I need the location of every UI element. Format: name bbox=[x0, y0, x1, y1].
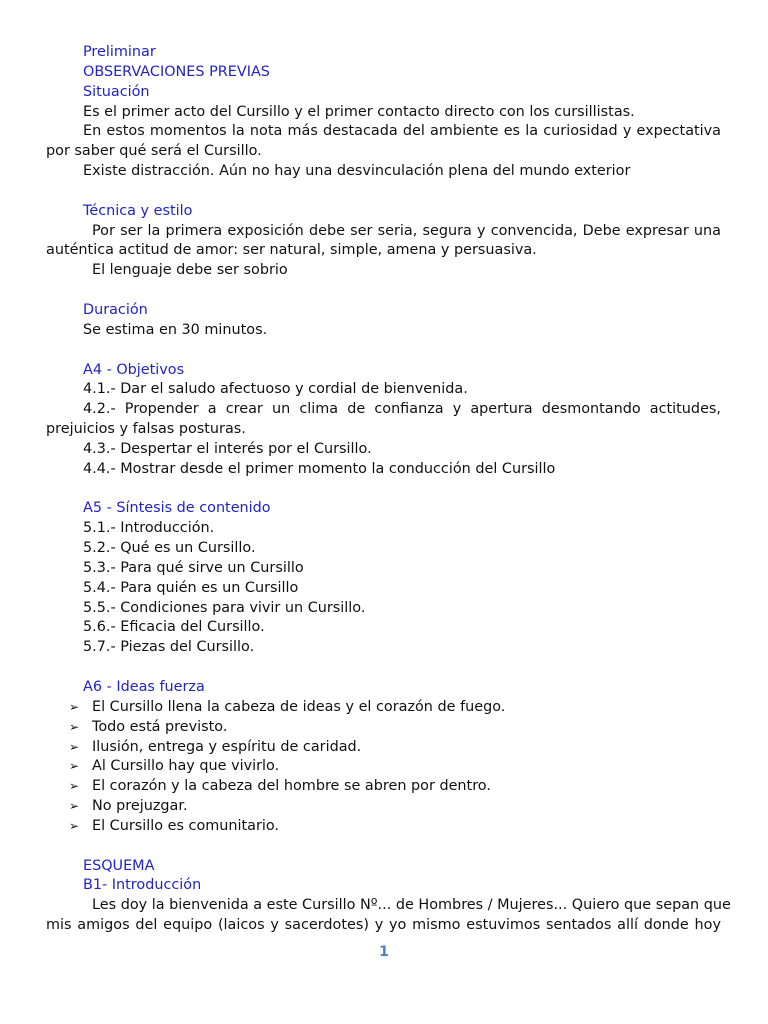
paragraph-line: Existe distracción. Aún no hay una desvinculación plena del mundo exterior bbox=[83, 163, 631, 180]
paragraph-line: El lenguaje debe ser sobrio bbox=[92, 262, 288, 279]
bullet-text: El corazón y la cabeza del hombre se abren por dentro. bbox=[92, 778, 491, 795]
bullet-item bbox=[46, 817, 721, 837]
heading-sintesis: A5 - Síntesis de contenido bbox=[83, 500, 271, 517]
objective-item: 4.1.- Dar el saludo afectuoso y cordial de bienvenida. bbox=[83, 381, 468, 398]
arrow-bullet-icon: ➢ bbox=[69, 739, 80, 754]
bullet-item bbox=[46, 718, 721, 738]
objective-item: 4.4.- Mostrar desde el primer momento la conducción del Cursillo bbox=[83, 460, 556, 477]
heading-situacion: Situación bbox=[83, 83, 150, 100]
paragraph-line: Es el primer acto del Cursillo y el primer contacto directo con los cursillistas. bbox=[83, 103, 635, 120]
arrow-bullet-icon: ➢ bbox=[69, 759, 80, 774]
paragraph-line: Se estima en 30 minutos. bbox=[83, 321, 268, 338]
list-item: 5.2.- Qué es un Cursillo. bbox=[83, 540, 256, 557]
arrow-bullet-icon: ➢ bbox=[69, 799, 80, 814]
heading-ideas-fuerza: A6 - Ideas fuerza bbox=[83, 679, 205, 695]
heading-preliminar: Preliminar bbox=[83, 44, 156, 60]
bullet-text: Ilusión, entrega y espíritu de caridad. bbox=[92, 738, 362, 755]
bullet-text: Al Cursillo hay que vivirlo. bbox=[92, 758, 280, 775]
document-body bbox=[46, 43, 731, 936]
list-item: 5.5.- Condiciones para vivir un Cursillo. bbox=[83, 599, 366, 616]
spacer bbox=[46, 658, 721, 678]
bullet-item bbox=[46, 698, 721, 718]
list-item: 5.3.- Para qué sirve un Cursillo bbox=[83, 559, 304, 576]
spacer bbox=[46, 182, 721, 202]
heading-duracion: Duración bbox=[83, 301, 148, 318]
paragraph-line: Por ser la primera exposición debe ser seria, segura y convencida, Debe expresar una bbox=[92, 222, 721, 239]
heading-esquema: ESQUEMA bbox=[83, 857, 155, 874]
list-item: 5.1.- Introducción. bbox=[83, 520, 215, 537]
paragraph-line: Les doy la bienvenida a este Cursillo Nº... de Hombres / Mujeres... Quiero que sepan que bbox=[92, 897, 731, 914]
spacer bbox=[46, 480, 721, 500]
bullet-item bbox=[46, 738, 721, 758]
page-number: 1 bbox=[379, 944, 389, 960]
arrow-bullet-icon: ➢ bbox=[69, 818, 80, 833]
paragraph-line: En estos momentos la nota más destacada del ambiente es la curiosidad y expectativa bbox=[83, 123, 721, 140]
spacer bbox=[46, 281, 721, 301]
arrow-bullet-icon: ➢ bbox=[69, 719, 80, 734]
objective-item-continued: prejuicios y falsas posturas. bbox=[46, 421, 246, 438]
paragraph-line: por saber qué será el Cursillo. bbox=[46, 143, 262, 160]
list-item: 5.7.- Piezas del Cursillo. bbox=[83, 639, 255, 656]
spacer bbox=[46, 341, 721, 361]
heading-objetivos: A4 - Objetivos bbox=[83, 361, 185, 378]
objective-item: 4.3.- Despertar el interés por el Cursillo. bbox=[83, 440, 372, 457]
heading-tecnica: Técnica y estilo bbox=[83, 202, 193, 219]
heading-introduccion: B1- Introducción bbox=[83, 877, 202, 894]
bullet-text: No prejuzgar. bbox=[92, 798, 188, 815]
objective-item: 4.2.- Propender a crear un clima de confianza y apertura desmontando actitudes, bbox=[83, 401, 721, 418]
bullet-text: Todo está previsto. bbox=[92, 718, 228, 735]
paragraph-line: mis amigos del equipo (laicos y sacerdotes) y yo mismo estuvimos sentados allí donde hoy bbox=[46, 917, 721, 934]
list-item: 5.6.- Eficacia del Cursillo. bbox=[83, 619, 265, 636]
bullet-text: El Cursillo llena la cabeza de ideas y el corazón de fuego. bbox=[92, 698, 506, 715]
bullet-item bbox=[46, 757, 721, 777]
bullet-item bbox=[46, 797, 721, 817]
bullet-item bbox=[46, 777, 721, 797]
heading-observaciones: OBSERVACIONES PREVIAS bbox=[83, 63, 270, 80]
paragraph-line: auténtica actitud de amor: ser natural, simple, amena y persuasiva. bbox=[46, 242, 537, 259]
list-item: 5.4.- Para quién es un Cursillo bbox=[83, 579, 299, 596]
bullet-text: El Cursillo es comunitario. bbox=[92, 817, 280, 834]
arrow-bullet-icon: ➢ bbox=[69, 779, 80, 794]
spacer bbox=[46, 837, 721, 857]
arrow-bullet-icon: ➢ bbox=[69, 699, 80, 714]
